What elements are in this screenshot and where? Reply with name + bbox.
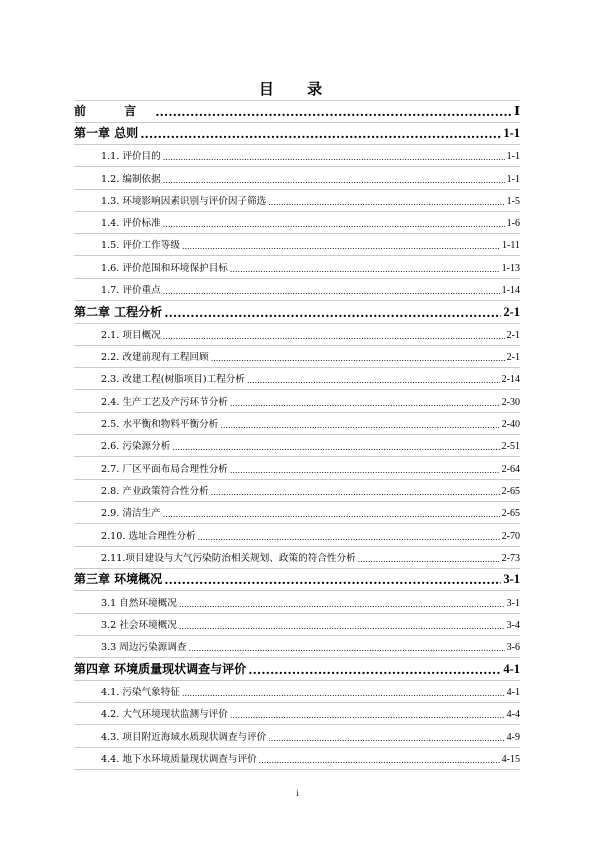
toc-entry-label: 2.7. 厂区平面布局合理性分析 (101, 463, 228, 475)
leader-dots (182, 242, 500, 251)
leader-dots (211, 488, 500, 497)
toc-entry-section[interactable] (74, 190, 520, 212)
toc-entry-section[interactable] (74, 390, 520, 412)
toc-entry-section[interactable] (74, 703, 520, 725)
table-of-contents (74, 100, 520, 770)
leader-dots (268, 198, 504, 207)
toc-entry-section[interactable] (74, 256, 520, 278)
leader-dots (188, 644, 504, 653)
leader-dots (163, 153, 505, 162)
toc-entry-section[interactable] (74, 368, 520, 390)
leader-dots (172, 443, 499, 452)
toc-entry-page: 1-6 (506, 218, 520, 230)
toc-entry-section[interactable] (74, 502, 520, 524)
toc-entry-page: 3-4 (506, 619, 520, 631)
leader-dots (179, 600, 505, 609)
toc-entry-label: 2.1. 项目概况 (101, 329, 161, 341)
toc-entry-label: 第三章 环境概况 (74, 572, 163, 587)
toc-entry-section[interactable] (74, 725, 520, 747)
toc-entry-preface[interactable] (74, 100, 520, 123)
toc-entry-label: 1.7. 评价重点 (101, 285, 161, 297)
toc-entry-label: 1.4. 评价标准 (101, 218, 161, 230)
leader-dots (247, 376, 500, 385)
leader-dots (248, 662, 501, 677)
toc-entry-label: 1.2. 编制依据 (101, 173, 161, 185)
leader-dots (164, 572, 501, 587)
leader-dots (268, 734, 504, 743)
toc-entry-section[interactable] (74, 457, 520, 479)
toc-entry-label: 4.1. 污染气象特征 (101, 687, 180, 699)
toc-entry-label: 2.2. 改建前现有工程回顾 (101, 352, 209, 364)
leader-dots (259, 756, 500, 765)
toc-entry-page: 4-9 (506, 731, 520, 743)
toc-entry-section[interactable] (74, 212, 520, 234)
toc-entry-chapter-1[interactable] (74, 123, 520, 146)
toc-entry-page: 2-65 (501, 485, 520, 497)
toc-entry-label: 1.1. 评价目的 (101, 151, 161, 163)
toc-entry-label: 2.9. 清洁生产 (101, 508, 161, 520)
toc-entry-section[interactable] (74, 167, 520, 189)
leader-dots (163, 176, 505, 185)
toc-entry-page: 1-13 (501, 262, 520, 274)
toc-entry-chapter-3[interactable] (74, 569, 520, 592)
leader-dots (358, 555, 500, 564)
toc-entry-section[interactable] (74, 636, 520, 658)
leader-dots (230, 466, 500, 475)
toc-entry-page: 2-1 (506, 329, 520, 341)
toc-entry-page: 3-1 (503, 572, 520, 587)
toc-entry-page: 1-14 (501, 285, 520, 297)
toc-title: 目 录 (258, 80, 337, 98)
toc-entry-page: 1-1 (506, 173, 520, 185)
leader-dots (163, 332, 505, 341)
toc-entry-label: 2.3. 改建工程(树脂项目)工程分析 (101, 374, 245, 386)
toc-entry-chapter-2[interactable] (74, 301, 520, 324)
leader-dots (230, 711, 505, 720)
toc-entry-label: 1.6. 评价范围和环境保护目标 (101, 262, 228, 274)
toc-entry-section[interactable] (74, 234, 520, 256)
toc-entry-page: 2-14 (501, 374, 520, 386)
toc-entry-section[interactable] (74, 547, 520, 569)
toc-entry-section[interactable] (74, 480, 520, 502)
toc-entry-page: 3-6 (506, 642, 520, 654)
toc-entry-page: 4-15 (501, 753, 520, 765)
toc-entry-page: 1-5 (506, 195, 520, 207)
toc-entry-page: 2-64 (501, 463, 520, 475)
toc-entry-section[interactable] (74, 435, 520, 457)
toc-entry-page: 2-1 (506, 352, 520, 364)
toc-entry-section[interactable] (74, 614, 520, 636)
toc-entry-section[interactable] (74, 524, 520, 546)
toc-entry-label: 2.5. 水平衡和物料平衡分析 (101, 419, 219, 431)
leader-dots (182, 689, 505, 698)
leader-dots (163, 220, 505, 229)
toc-entry-section[interactable] (74, 145, 520, 167)
toc-entry-label: 3.3 周边污染源调查 (101, 642, 187, 654)
toc-entry-section[interactable] (74, 413, 520, 435)
toc-entry-page: 2-40 (501, 419, 520, 431)
toc-entry-label: 4.4. 地下水环境质量现状调查与评价 (101, 753, 257, 765)
toc-entry-label: 2.4. 生产工艺及产污环节分析 (101, 396, 228, 408)
toc-entry-label: 前 言 (74, 103, 154, 118)
toc-entry-label: 4.3. 项目附近海域水质现状调查与评价 (101, 731, 267, 743)
leader-dots (211, 354, 505, 363)
toc-entry-page: Ⅰ (514, 103, 520, 118)
toc-entry-label: 第一章 总则 (74, 126, 139, 140)
toc-entry-chapter-4[interactable] (74, 658, 520, 681)
leader-dots (155, 104, 512, 119)
toc-entry-page: 4-1 (503, 661, 520, 676)
toc-entry-label: 4.2. 大气环境现状监测与评价 (101, 709, 228, 721)
toc-entry-label: 1.5. 评价工作等级 (101, 240, 180, 252)
toc-entry-page: 4-1 (506, 687, 520, 699)
toc-entry-section[interactable] (74, 346, 520, 368)
toc-entry-section[interactable] (74, 681, 520, 703)
toc-entry-page: 2-70 (501, 530, 520, 542)
toc-entry-label: 3.2 社会环境概况 (101, 619, 177, 631)
leader-dots (179, 622, 505, 631)
page-number: i (296, 788, 299, 798)
toc-entry-page: 3-1 (506, 597, 520, 609)
toc-entry-page: 2-73 (501, 552, 520, 564)
leader-dots (164, 305, 501, 320)
toc-entry-label: 第四章 环境质量现状调查与评价 (74, 661, 247, 676)
leader-dots (220, 421, 499, 430)
leader-dots (230, 265, 500, 274)
toc-entry-page: 1-1 (506, 151, 520, 163)
toc-entry-page: 2-1 (503, 304, 520, 319)
toc-entry-section[interactable] (74, 279, 520, 301)
toc-entry-section[interactable] (74, 748, 520, 770)
leader-dots (198, 533, 500, 542)
leader-dots (230, 399, 500, 408)
toc-entry-page: 4-4 (506, 709, 520, 721)
toc-entry-label: 2.8. 产业政策符合性分析 (101, 485, 209, 497)
leader-dots (163, 287, 500, 296)
toc-entry-label: 第二章 工程分析 (74, 304, 163, 319)
toc-entry-page: 1-11 (502, 240, 520, 252)
toc-entry-page: 1-1 (503, 126, 520, 140)
toc-entry-label: 2.10. 选址合理性分析 (101, 530, 196, 542)
leader-dots (140, 126, 501, 141)
toc-entry-label: 2.11.项目建设与大气污染防治相关规划、政策的符合性分析 (101, 552, 356, 564)
toc-entry-page: 2-51 (501, 441, 520, 453)
leader-dots (163, 510, 500, 519)
toc-entry-label: 1.3. 环境影响因素识别与评价因子筛选 (101, 195, 267, 207)
toc-entry-section[interactable] (74, 591, 520, 613)
toc-entry-page: 2-30 (501, 396, 520, 408)
toc-entry-section[interactable] (74, 324, 520, 346)
toc-entry-label: 3.1 自然环境概况 (101, 597, 177, 609)
toc-entry-label: 2.6. 污染源分析 (101, 441, 171, 453)
toc-entry-page: 2-65 (501, 508, 520, 520)
